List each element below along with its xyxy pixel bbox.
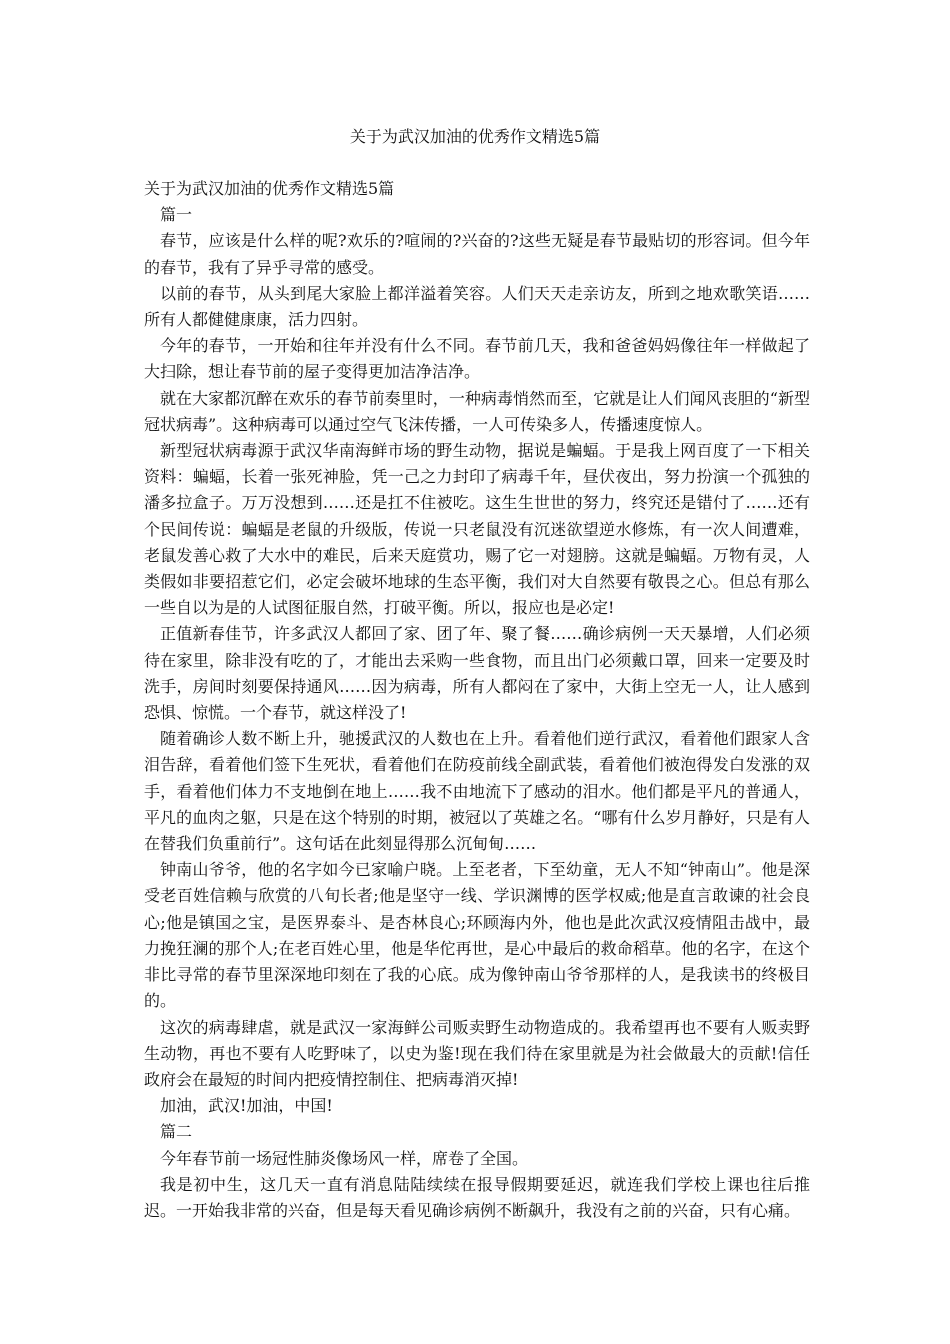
paragraph: 春节，应该是什么样的呢?欢乐的?喧闹的?兴奋的?这些无疑是春节最贴切的形容词。但今年的春节，我有了异乎寻常的感受。 xyxy=(144,231,810,277)
paragraph: 正值新春佳节，许多武汉人都回了家、团了年、聚了餐……确诊病例一天天暴增，人们必须待在家里，除非没有吃的了，才能出去采购一些食物，而且出门必须戴口罩，回来一定要及时洗手，房间时刻要保持通风……因为病毒，所有人都闷在了家中，大街上空无一人，让人感到恐惧、惊慌。一个春节，就这样没了! xyxy=(144,624,810,723)
document-title: 关于为武汉加油的优秀作文精选5篇 xyxy=(349,127,601,146)
section-heading-2: 篇二 xyxy=(160,1122,193,1142)
paragraph: 随着确诊人数不断上升，驰援武汉的人数也在上升。看着他们逆行武汉，看着他们跟家人含泪告辞，看着他们签下生死状，看着他们在防疫前线全副武装，看着他们被泡得发白发涨的双手，看着他们体力不支地倒在地上……我不由地流下了感动的泪水。他们都是平凡的普通人，平凡的血肉之躯，只是在这个特别的时期，被冠以了英雄之名。“哪有什么岁月静好，只是有人在替我们负重前行”。这句话在此刻显得那么沉甸甸…… xyxy=(144,729,810,854)
paragraph: 新型冠状病毒源于武汉华南海鲜市场的野生动物，据说是蝙蝠。于是我上网百度了一下相关资料：蝙蝠，长着一张死神脸，凭一己之力封印了病毒千年，昼伏夜出，努力扮演一个孤独的潘多拉盒子。万万没想到……还是扛不住被吃。这生生世世的努力，终究还是错付了……还有个民间传说：蝙蝠是老鼠的升级版，传说一只老鼠没有沉迷欲望逆水修炼，有一次人间遭难，老鼠发善心救了大水中的难民，后来天庭赏功，赐了它一对翅膀。这就是蝙蝠。万物有灵，人类假如非要招惹它们，必定会破坏地球的生态平衡，我们对大自然要有敬畏之心。但总有那么一些自以为是的人试图征服自然，打破平衡。所以，报应也是必定! xyxy=(144,441,810,618)
paragraph: 钟南山爷爷，他的名字如今已家喻户晓。上至老者，下至幼童，无人不知“钟南山”。他是深受老百姓信赖与欣赏的八旬长者;他是坚守一线、学识渊博的医学权威;他是直言敢谏的社会良心;他是镇国之宝，是医界泰斗、是杏林良心;环顾海内外，他也是此次武汉疫情阻击战中，最力挽狂澜的那个人;在老百姓心里，他是华佗再世，是心中最后的救命稻草。他的名字，在这个非比寻常的春节里深深地印刻在了我的心底。成为像钟南山爷爷那样的人，是我读书的终极目的。 xyxy=(144,860,810,1011)
paragraph: 以前的春节，从头到尾大家脸上都洋溢着笑容。人们天天走亲访友，所到之地欢歌笑语……所有人都健健康康，活力四射。 xyxy=(144,283,810,330)
document-subtitle: 关于为武汉加油的优秀作文精选5篇 xyxy=(144,179,395,198)
paragraph: 我是初中生，这几天一直有消息陆陆续续在报导假期要延迟，就连我们学校上课也往后推迟。一开始我非常的兴奋，但是每天看见确诊病例不断飙升，我没有之前的兴奋，只有心痛。 xyxy=(144,1174,810,1220)
paragraph: 加油，武汉!加油，中国! xyxy=(160,1096,333,1116)
paragraph: 今年春节前一场冠性肺炎像场风一样，席卷了全国。 xyxy=(160,1148,529,1168)
paragraph: 这次的病毒肆虐，就是武汉一家海鲜公司贩卖野生动物造成的。我希望再也不要有人贩卖野生动物，再也不要有人吃野味了，以史为鉴!现在我们待在家里就是为社会做最大的贡献!信任政府会在最短的时间内把疫情控制住、把病毒消灭掉! xyxy=(144,1017,810,1089)
paragraph: 今年的春节，一开始和往年并没有什么不同。春节前几天，我和爸爸妈妈像往年一样做起了大扫除，想让春节前的屋子变得更加洁净洁净。 xyxy=(144,336,810,382)
paragraph: 就在大家都沉醉在欢乐的春节前奏里时，一种病毒悄然而至，它就是让人们闻风丧胆的“新型冠状病毒”。这种病毒可以通过空气飞沫传播，一人可传染多人，传播速度惊人。 xyxy=(144,388,810,434)
document-body xyxy=(144,176,810,1224)
section-heading-1: 篇一 xyxy=(160,205,193,225)
